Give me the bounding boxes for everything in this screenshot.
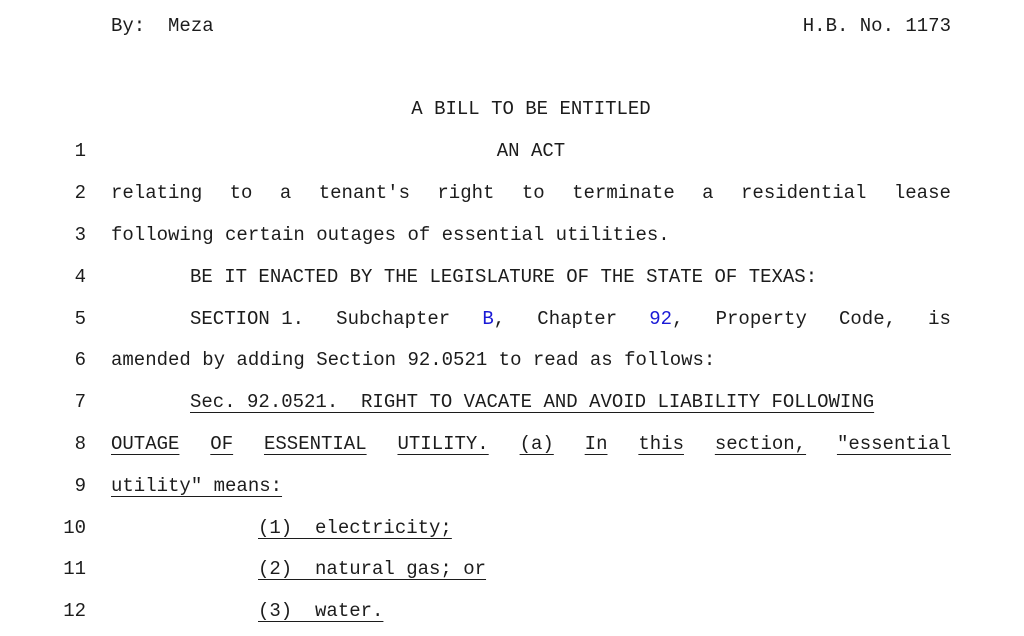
- caption-line: following certain outages of essential utilities.: [111, 224, 670, 246]
- word: right: [437, 182, 495, 204]
- word: lease: [893, 182, 951, 204]
- section-heading: Sec. 92.0521. RIGHT TO VACATE AND AVOID LIABILITY FOLLOWING: [190, 391, 875, 413]
- line-number: 4: [74, 266, 86, 288]
- word: OF: [210, 433, 234, 455]
- word: this: [638, 433, 684, 455]
- line-number: 12: [63, 600, 86, 622]
- section-heading-line: [190, 390, 951, 414]
- bill-author: By: Meza: [111, 15, 214, 37]
- section-1-line: [190, 307, 951, 331]
- body-line: amended by adding Section 92.0521 to read as follows:: [111, 349, 716, 371]
- line-number: 6: [74, 349, 86, 371]
- section-label: SECTION 1.: [190, 308, 305, 330]
- word: Property: [715, 308, 807, 330]
- enacting-clause: BE IT ENACTED BY THE LEGISLATURE OF THE STATE OF TEXAS:: [190, 266, 818, 288]
- body-line: utility" means:: [111, 475, 283, 497]
- word: to: [229, 182, 253, 204]
- word: "essential: [836, 433, 951, 455]
- word: OUTAGE: [111, 433, 180, 455]
- line-number: 7: [74, 391, 86, 413]
- subchapter-link[interactable]: B: [482, 308, 494, 330]
- word: Chapter: [537, 308, 618, 330]
- word: to: [521, 182, 545, 204]
- line-number: 3: [74, 224, 86, 246]
- bill-number: H.B. No. 1173: [802, 15, 951, 37]
- word: (a): [519, 433, 554, 455]
- bill-title: A BILL TO BE ENTITLED: [411, 98, 651, 120]
- act-heading: AN ACT: [496, 140, 566, 162]
- list-item: (3) water.: [258, 600, 384, 622]
- word: a: [279, 182, 292, 204]
- word: is: [928, 308, 951, 330]
- word: UTILITY.: [397, 433, 489, 455]
- line-number: 5: [74, 308, 86, 330]
- word: 92,: [649, 308, 684, 330]
- word: a: [702, 182, 714, 204]
- word: In: [584, 433, 608, 455]
- caption-line: [111, 181, 951, 205]
- word: relating: [111, 182, 203, 204]
- line-number: 1: [74, 140, 86, 162]
- word: ESSENTIAL: [263, 433, 367, 455]
- chapter-link[interactable]: 92: [649, 308, 673, 330]
- word: Subchapter: [336, 308, 451, 330]
- word: section,: [714, 433, 807, 455]
- list-item: (2) natural gas; or: [258, 558, 487, 580]
- line-number: 10: [63, 517, 86, 539]
- section-heading-line: [111, 432, 951, 456]
- list-item: (1) electricity;: [258, 517, 452, 539]
- line-number: 8: [74, 433, 86, 455]
- line-number: 2: [74, 182, 86, 204]
- word: B,: [482, 308, 506, 330]
- word: tenant's: [318, 182, 410, 204]
- word: Code,: [838, 308, 896, 330]
- line-number: 9: [74, 475, 86, 497]
- word: residential: [741, 182, 867, 204]
- line-number: 11: [63, 558, 86, 580]
- word: terminate: [572, 182, 675, 204]
